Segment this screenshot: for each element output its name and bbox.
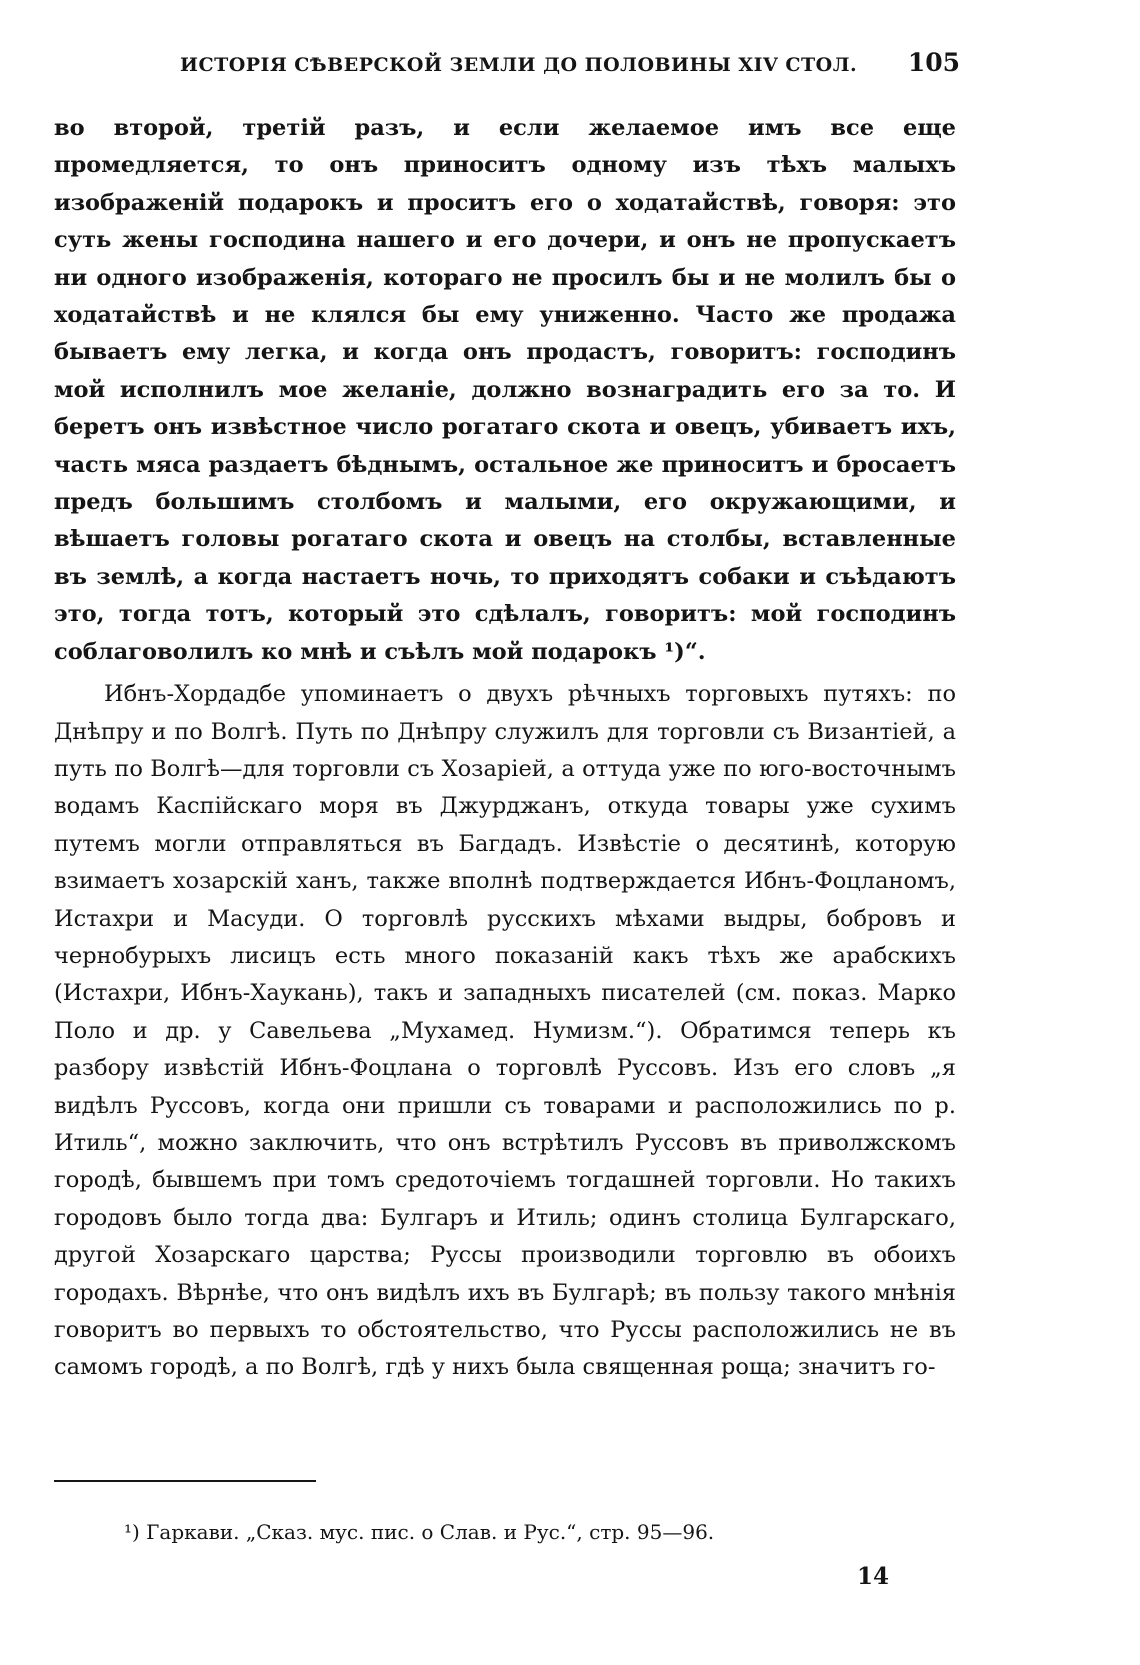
footnote-divider: [54, 1480, 316, 1482]
paragraph-trade-routes: Ибнъ-Хордадбе упоминаетъ о двухъ рѣчныхъ торговыхъ путяхъ: по Днѣпру и по Волгѣ. Путь по Днѣпру служилъ для торговли съ Византіей, а путь по Волгѣ—для торговли съ Хозаріей, а оттуда уже по юго-восточнымъ водамъ Каспійскаго моря въ Джурджанъ, откуда товары уже сухимъ путемъ могли отправляться въ Багдадъ. Извѣстіе о десятинѣ, которую взимаетъ хозарскій ханъ, также вполнѣ подтверждается Ибнъ-Фоцланомъ, Истахри и Масуди. О торговлѣ русскихъ мѣхами выдры, бобровъ и чернобурыхъ лисицъ есть много показаній какъ тѣхъ же арабскихъ (Истахри, Ибнъ-Хаукань), такъ и западныхъ писателей (см. показ. Марко Поло и др. у Савельева „Мухамед. Нумизм.“). Обратимся теперь къ разбору извѣстій Ибнъ-Фоцлана о торговлѣ Руссовъ. Изъ его словъ „я видѣлъ Руссовъ, когда они пришли съ товарами и расположились по р. Итиль“, можно заключить, что онъ встрѣтилъ Руссовъ въ приволжскомъ городѣ, бывшемъ при томъ средоточіемъ тогдашней торговли. Но такихъ городовъ было тогда два: Булгаръ и Итиль; одинъ столица Булгарскаго, другой Хозарскаго царства; Руссы производили торговлю въ обоихъ городахъ. Вѣрнѣе, что онъ видѣлъ ихъ въ Булгарѣ; въ пользу такого мнѣнія говоритъ во первыхъ то обстоятельство, что Руссы расположились не въ самомъ городѣ, а по Волгѣ, гдѣ у нихъ была священная роща; значитъ го-: [54, 681, 956, 1381]
paragraph-quote-continuation: во второй, третій разъ, и если желаемое имъ все еще промедляется, то онъ приноситъ одному изъ тѣхъ малыхъ изображеній подарокъ и проситъ его о ходатайствѣ, говоря: это суть жены господина нашего и его дочери, и онъ не пропускаетъ ни одного изображенія, котораго не просилъ бы и не молилъ бы о ходатайствѣ и не клялся бы ему униженно. Часто же продажа бываетъ ему легка, и когда онъ продастъ, говоритъ: господинъ мой исполнилъ мое желаніе, должно вознаградить его за то. И беретъ онъ извѣстное число рогатаго скота и овецъ, убиваетъ ихъ, часть мяса раздаетъ бѣднымъ, остальное же приноситъ и бросаетъ предъ большимъ столбомъ и малыми, его окружающими, и вѣшаетъ головы рогатаго скота и овецъ на столбы, вставленные въ землѣ, а когда настаетъ ночь, то приходятъ собаки и съѣдаютъ это, тогда тотъ, который это сдѣлалъ, говоритъ: мой господинъ соблаговолилъ ко мнѣ и съѣлъ мой подарокъ ¹)“.: [54, 115, 956, 665]
page-number: 105: [907, 48, 960, 77]
body-text: [54, 110, 956, 1387]
footnote: ¹) Гаркави. „Сказ. мус. пис. о Слав. и Рус.“, стр. 95—96.: [124, 1520, 715, 1544]
running-title: ИСТОРІЯ СѢВЕРСКОЙ ЗЕМЛИ ДО ПОЛОВИНЫ XIV СТОЛ.: [180, 54, 858, 76]
running-head: [180, 48, 960, 84]
signature-mark: 14: [857, 1563, 890, 1590]
